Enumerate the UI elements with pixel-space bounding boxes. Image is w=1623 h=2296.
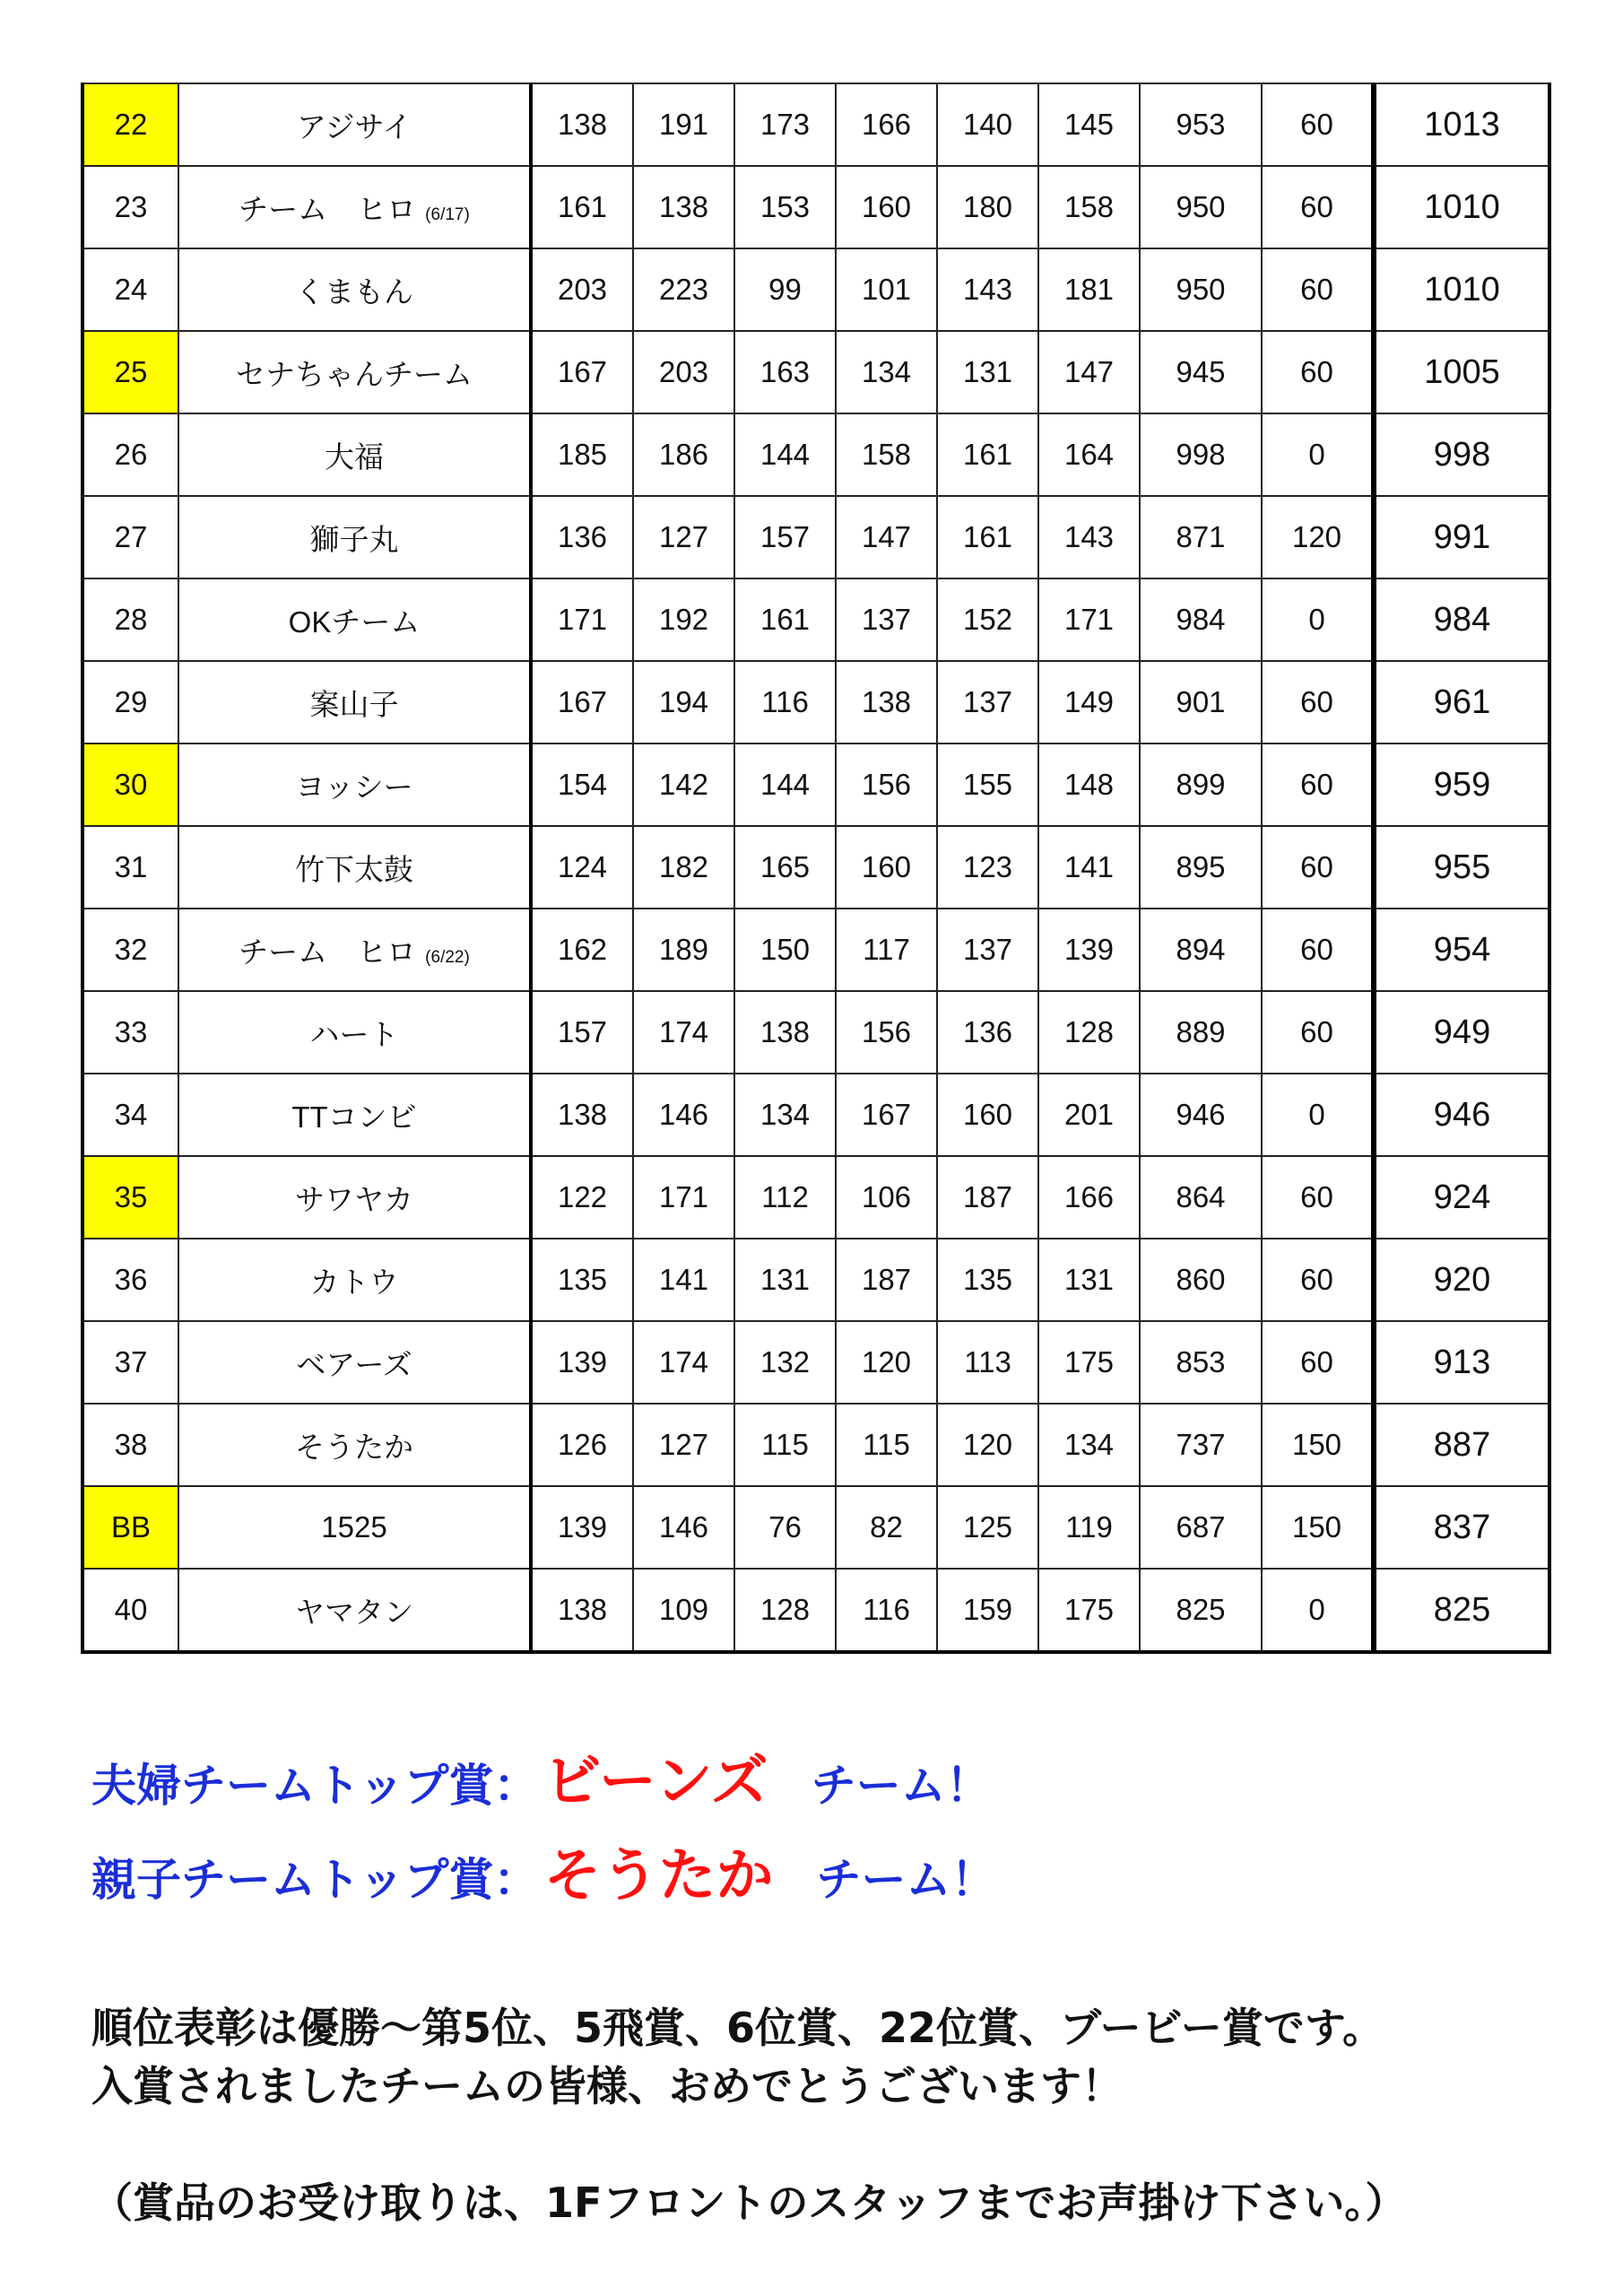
subtotal-cell: 901 xyxy=(1140,661,1262,744)
game-score-cell: 186 xyxy=(633,413,734,496)
subtotal-cell: 894 xyxy=(1140,909,1262,991)
game-score-cell: 159 xyxy=(937,1569,1038,1652)
game-score-cell: 166 xyxy=(1038,1156,1140,1239)
game-score-cell: 156 xyxy=(836,991,937,1074)
table-row xyxy=(82,1239,1549,1321)
total-cell: 825 xyxy=(1374,1569,1549,1652)
total-cell: 991 xyxy=(1374,496,1549,578)
total-cell: 1005 xyxy=(1374,331,1549,413)
game-score-cell: 134 xyxy=(734,1074,836,1156)
subtotal-cell: 687 xyxy=(1140,1486,1262,1569)
handicap-cell: 60 xyxy=(1262,1156,1374,1239)
couple-award-suffix: チーム！ xyxy=(811,1760,991,1812)
game-score-cell: 127 xyxy=(633,1404,734,1486)
game-score-cell: 106 xyxy=(836,1156,937,1239)
team-name-cell xyxy=(178,578,531,661)
game-score-cell: 182 xyxy=(633,826,734,909)
team-name: 1525 xyxy=(321,1510,387,1544)
handicap-cell: 60 xyxy=(1262,166,1374,248)
game-score-cell: 139 xyxy=(531,1486,633,1569)
team-name: ベアーズ xyxy=(296,1347,412,1381)
game-score-cell: 134 xyxy=(1038,1404,1140,1486)
game-score-cell: 126 xyxy=(531,1404,633,1486)
game-score-cell: 146 xyxy=(633,1486,734,1569)
team-name: アジサイ xyxy=(296,109,412,144)
game-score-cell: 123 xyxy=(937,826,1038,909)
game-score-cell: 139 xyxy=(1038,909,1140,991)
total-cell: 924 xyxy=(1374,1156,1549,1239)
table-row xyxy=(82,826,1549,909)
game-score-cell: 147 xyxy=(836,496,937,578)
game-score-cell: 139 xyxy=(531,1321,633,1404)
game-score-cell: 194 xyxy=(633,661,734,744)
game-score-cell: 141 xyxy=(1038,826,1140,909)
handicap-cell: 60 xyxy=(1262,909,1374,991)
rank-cell: 30 xyxy=(82,744,178,826)
team-name: セナちゃんチーム xyxy=(236,357,473,391)
team-name-cell xyxy=(178,83,531,166)
game-score-cell: 138 xyxy=(531,83,633,166)
team-name-cell xyxy=(178,909,531,991)
handicap-cell: 150 xyxy=(1262,1486,1374,1569)
game-score-cell: 117 xyxy=(836,909,937,991)
game-score-cell: 146 xyxy=(633,1074,734,1156)
rank-cell: 37 xyxy=(82,1321,178,1404)
rank-cell: 24 xyxy=(82,248,178,331)
awards-note-line1: 順位表彰は優勝～第5位、5飛賞、6位賞、22位賞、ブービー賞です。 xyxy=(91,2004,1384,2052)
game-score-cell: 135 xyxy=(937,1239,1038,1321)
game-score-cell: 120 xyxy=(836,1321,937,1404)
table-row xyxy=(82,496,1549,578)
handicap-cell: 60 xyxy=(1262,83,1374,166)
game-score-cell: 127 xyxy=(633,496,734,578)
team-name: 案山子 xyxy=(309,687,399,721)
parent-child-award-team: そうたか xyxy=(543,1843,774,1909)
game-score-cell: 191 xyxy=(633,83,734,166)
game-score-cell: 116 xyxy=(836,1569,937,1652)
team-name: そうたか xyxy=(295,1430,413,1464)
game-score-cell: 158 xyxy=(836,413,937,496)
game-score-cell: 135 xyxy=(531,1239,633,1321)
table-row xyxy=(82,1074,1549,1156)
game-score-cell: 137 xyxy=(937,661,1038,744)
game-score-cell: 138 xyxy=(734,991,836,1074)
game-score-cell: 161 xyxy=(531,166,633,248)
game-score-cell: 116 xyxy=(734,661,836,744)
total-cell: 984 xyxy=(1374,578,1549,661)
game-score-cell: 174 xyxy=(633,1321,734,1404)
game-score-cell: 132 xyxy=(734,1321,836,1404)
game-score-cell: 203 xyxy=(633,331,734,413)
game-score-cell: 180 xyxy=(937,166,1038,248)
game-score-cell: 82 xyxy=(836,1486,937,1569)
subtotal-cell: 899 xyxy=(1140,744,1262,826)
team-name: 大福 xyxy=(325,439,384,474)
game-score-cell: 112 xyxy=(734,1156,836,1239)
game-score-cell: 171 xyxy=(531,578,633,661)
game-score-cell: 137 xyxy=(836,578,937,661)
game-score-cell: 115 xyxy=(734,1404,836,1486)
team-name: サワヤカ xyxy=(295,1182,413,1216)
game-score-cell: 140 xyxy=(937,83,1038,166)
game-score-cell: 138 xyxy=(531,1569,633,1652)
rank-cell: 35 xyxy=(82,1156,178,1239)
game-score-cell: 134 xyxy=(836,331,937,413)
couple-award xyxy=(91,1735,991,1818)
game-score-cell: 137 xyxy=(937,909,1038,991)
parent-child-award-suffix: チーム！ xyxy=(816,1854,996,1906)
team-name-cell xyxy=(178,496,531,578)
handicap-cell: 0 xyxy=(1262,578,1374,661)
team-name-cell xyxy=(178,1156,531,1239)
total-cell: 946 xyxy=(1374,1074,1549,1156)
rank-cell: 25 xyxy=(82,331,178,413)
table-row xyxy=(82,166,1549,248)
game-score-cell: 175 xyxy=(1038,1569,1140,1652)
game-score-cell: 109 xyxy=(633,1569,734,1652)
total-cell: 837 xyxy=(1374,1486,1549,1569)
rank-cell: 36 xyxy=(82,1239,178,1321)
rank-cell: 32 xyxy=(82,909,178,991)
subtotal-cell: 984 xyxy=(1140,578,1262,661)
subtotal-cell: 737 xyxy=(1140,1404,1262,1486)
game-score-cell: 143 xyxy=(937,248,1038,331)
game-score-cell: 157 xyxy=(734,496,836,578)
subtotal-cell: 853 xyxy=(1140,1321,1262,1404)
table-row xyxy=(82,1321,1549,1404)
team-name-cell xyxy=(178,661,531,744)
team-name-cell xyxy=(178,413,531,496)
table-row xyxy=(82,248,1549,331)
subtotal-cell: 950 xyxy=(1140,166,1262,248)
game-score-cell: 155 xyxy=(937,744,1038,826)
total-cell: 955 xyxy=(1374,826,1549,909)
game-score-cell: 148 xyxy=(1038,744,1140,826)
game-score-cell: 160 xyxy=(836,166,937,248)
team-name: TTコンビ xyxy=(291,1100,417,1134)
game-score-cell: 192 xyxy=(633,578,734,661)
handicap-cell: 60 xyxy=(1262,661,1374,744)
game-score-cell: 161 xyxy=(937,496,1038,578)
subtotal-cell: 864 xyxy=(1140,1156,1262,1239)
total-cell: 887 xyxy=(1374,1404,1549,1486)
table-row xyxy=(82,1569,1549,1652)
game-score-cell: 165 xyxy=(734,826,836,909)
rank-cell: 29 xyxy=(82,661,178,744)
rank-cell: 40 xyxy=(82,1569,178,1652)
game-score-cell: 167 xyxy=(836,1074,937,1156)
team-name-cell xyxy=(178,1321,531,1404)
game-score-cell: 187 xyxy=(937,1156,1038,1239)
game-score-cell: 138 xyxy=(531,1074,633,1156)
game-score-cell: 185 xyxy=(531,413,633,496)
total-cell: 949 xyxy=(1374,991,1549,1074)
rank-cell: 33 xyxy=(82,991,178,1074)
rank-cell: 23 xyxy=(82,166,178,248)
game-score-cell: 115 xyxy=(836,1404,937,1486)
awards-note-line2: 入賞されましたチームの皆様、おめでとうございます！ xyxy=(91,2062,1123,2110)
team-name-cell xyxy=(178,166,531,248)
team-name: ヤマタン xyxy=(295,1595,413,1629)
game-score-cell: 131 xyxy=(937,331,1038,413)
table-row xyxy=(82,661,1549,744)
team-name: ヨッシー xyxy=(295,770,413,804)
game-score-cell: 124 xyxy=(531,826,633,909)
game-score-cell: 167 xyxy=(531,331,633,413)
game-score-cell: 141 xyxy=(633,1239,734,1321)
rank-cell: 38 xyxy=(82,1404,178,1486)
table-row xyxy=(82,413,1549,496)
subtotal-cell: 946 xyxy=(1140,1074,1262,1156)
total-cell: 954 xyxy=(1374,909,1549,991)
subtotal-cell: 871 xyxy=(1140,496,1262,578)
team-name-cell xyxy=(178,1569,531,1652)
subtotal-cell: 889 xyxy=(1140,991,1262,1074)
table-row xyxy=(82,578,1549,661)
game-score-cell: 136 xyxy=(531,496,633,578)
subtotal-cell: 860 xyxy=(1140,1239,1262,1321)
game-score-cell: 131 xyxy=(734,1239,836,1321)
handicap-cell: 120 xyxy=(1262,496,1374,578)
rank-cell: 27 xyxy=(82,496,178,578)
game-score-cell: 154 xyxy=(531,744,633,826)
game-score-cell: 101 xyxy=(836,248,937,331)
results-body xyxy=(82,83,1549,1652)
subtotal-cell: 998 xyxy=(1140,413,1262,496)
game-score-cell: 76 xyxy=(734,1486,836,1569)
game-score-cell: 149 xyxy=(1038,661,1140,744)
handicap-cell: 60 xyxy=(1262,1321,1374,1404)
handicap-cell: 0 xyxy=(1262,413,1374,496)
game-score-cell: 153 xyxy=(734,166,836,248)
team-name-cell xyxy=(178,248,531,331)
subtotal-cell: 950 xyxy=(1140,248,1262,331)
game-score-cell: 162 xyxy=(531,909,633,991)
couple-award-team: ビーンズ xyxy=(543,1749,768,1815)
handicap-cell: 60 xyxy=(1262,826,1374,909)
game-score-cell: 158 xyxy=(1038,166,1140,248)
team-name-cell xyxy=(178,744,531,826)
table-row xyxy=(82,331,1549,413)
subtotal-cell: 895 xyxy=(1140,826,1262,909)
subtotal-cell: 945 xyxy=(1140,331,1262,413)
team-name: 獅子丸 xyxy=(309,522,399,556)
rank-cell: 28 xyxy=(82,578,178,661)
game-score-cell: 173 xyxy=(734,83,836,166)
team-name-cell xyxy=(178,1486,531,1569)
game-score-cell: 119 xyxy=(1038,1486,1140,1569)
game-score-cell: 147 xyxy=(1038,331,1140,413)
game-score-cell: 131 xyxy=(1038,1239,1140,1321)
game-score-cell: 167 xyxy=(531,661,633,744)
team-name: チーム ヒロ xyxy=(239,935,417,969)
game-score-cell: 128 xyxy=(1038,991,1140,1074)
game-score-cell: 128 xyxy=(734,1569,836,1652)
game-score-cell: 113 xyxy=(937,1321,1038,1404)
game-score-cell: 171 xyxy=(633,1156,734,1239)
table-row xyxy=(82,83,1549,166)
team-name-cell xyxy=(178,826,531,909)
game-score-cell: 125 xyxy=(937,1486,1038,1569)
parent-child-award-label: 親子チームトップ賞： xyxy=(91,1854,539,1906)
game-score-cell: 152 xyxy=(937,578,1038,661)
team-name: チーム ヒロ xyxy=(239,192,417,226)
total-cell: 1010 xyxy=(1374,248,1549,331)
game-score-cell: 201 xyxy=(1038,1074,1140,1156)
results-table xyxy=(81,83,1551,1654)
game-score-cell: 175 xyxy=(1038,1321,1140,1404)
team-name: OKチーム xyxy=(288,604,421,639)
game-score-cell: 142 xyxy=(633,744,734,826)
handicap-cell: 60 xyxy=(1262,331,1374,413)
game-score-cell: 223 xyxy=(633,248,734,331)
game-score-cell: 122 xyxy=(531,1156,633,1239)
game-score-cell: 143 xyxy=(1038,496,1140,578)
team-name: カトウ xyxy=(309,1265,399,1299)
handicap-cell: 60 xyxy=(1262,1239,1374,1321)
team-name: 竹下太鼓 xyxy=(295,852,413,886)
total-cell: 1013 xyxy=(1374,83,1549,166)
rank-cell: 34 xyxy=(82,1074,178,1156)
rank-cell: 31 xyxy=(82,826,178,909)
team-name-cell xyxy=(178,991,531,1074)
total-cell: 920 xyxy=(1374,1239,1549,1321)
game-score-cell: 161 xyxy=(734,578,836,661)
couple-award-label: 夫婦チームトップ賞： xyxy=(91,1760,539,1812)
game-score-cell: 120 xyxy=(937,1404,1038,1486)
total-cell: 959 xyxy=(1374,744,1549,826)
total-cell: 1010 xyxy=(1374,166,1549,248)
table-row xyxy=(82,991,1549,1074)
team-name-cell xyxy=(178,1074,531,1156)
team-name-cell xyxy=(178,331,531,413)
game-score-cell: 160 xyxy=(836,826,937,909)
game-score-cell: 164 xyxy=(1038,413,1140,496)
game-score-cell: 99 xyxy=(734,248,836,331)
game-score-cell: 144 xyxy=(734,413,836,496)
game-score-cell: 150 xyxy=(734,909,836,991)
game-score-cell: 187 xyxy=(836,1239,937,1321)
game-score-cell: 157 xyxy=(531,991,633,1074)
rank-cell: 26 xyxy=(82,413,178,496)
game-score-cell: 203 xyxy=(531,248,633,331)
table-row xyxy=(82,1404,1549,1486)
game-score-cell: 161 xyxy=(937,413,1038,496)
table-row xyxy=(82,909,1549,991)
total-cell: 913 xyxy=(1374,1321,1549,1404)
game-score-cell: 138 xyxy=(633,166,734,248)
rank-cell: BB xyxy=(82,1486,178,1569)
subtotal-cell: 825 xyxy=(1140,1569,1262,1652)
game-score-cell: 189 xyxy=(633,909,734,991)
game-score-cell: 156 xyxy=(836,744,937,826)
team-name-cell xyxy=(178,1239,531,1321)
game-score-cell: 145 xyxy=(1038,83,1140,166)
parent-child-award xyxy=(91,1830,996,1912)
game-score-cell: 171 xyxy=(1038,578,1140,661)
handicap-cell: 150 xyxy=(1262,1404,1374,1486)
rank-cell: 22 xyxy=(82,83,178,166)
game-score-cell: 136 xyxy=(937,991,1038,1074)
subtotal-cell: 953 xyxy=(1140,83,1262,166)
table-row xyxy=(82,744,1549,826)
table-row xyxy=(82,1486,1549,1569)
team-date-note: (6/22) xyxy=(425,947,470,967)
prize-pickup-note: （賞品のお受け取りは、1Fフロントのスタッフまでお声掛け下さい。） xyxy=(91,2179,1407,2227)
total-cell: 998 xyxy=(1374,413,1549,496)
game-score-cell: 144 xyxy=(734,744,836,826)
game-score-cell: 160 xyxy=(937,1074,1038,1156)
total-cell: 961 xyxy=(1374,661,1549,744)
team-name: ハート xyxy=(309,1017,399,1051)
team-name: くまもん xyxy=(295,274,413,309)
game-score-cell: 138 xyxy=(836,661,937,744)
game-score-cell: 181 xyxy=(1038,248,1140,331)
table-row xyxy=(82,1156,1549,1239)
team-date-note: (6/17) xyxy=(425,204,470,224)
game-score-cell: 174 xyxy=(633,991,734,1074)
handicap-cell: 0 xyxy=(1262,1074,1374,1156)
handicap-cell: 60 xyxy=(1262,744,1374,826)
handicap-cell: 60 xyxy=(1262,248,1374,331)
game-score-cell: 166 xyxy=(836,83,937,166)
handicap-cell: 60 xyxy=(1262,991,1374,1074)
game-score-cell: 163 xyxy=(734,331,836,413)
handicap-cell: 0 xyxy=(1262,1569,1374,1652)
team-name-cell xyxy=(178,1404,531,1486)
